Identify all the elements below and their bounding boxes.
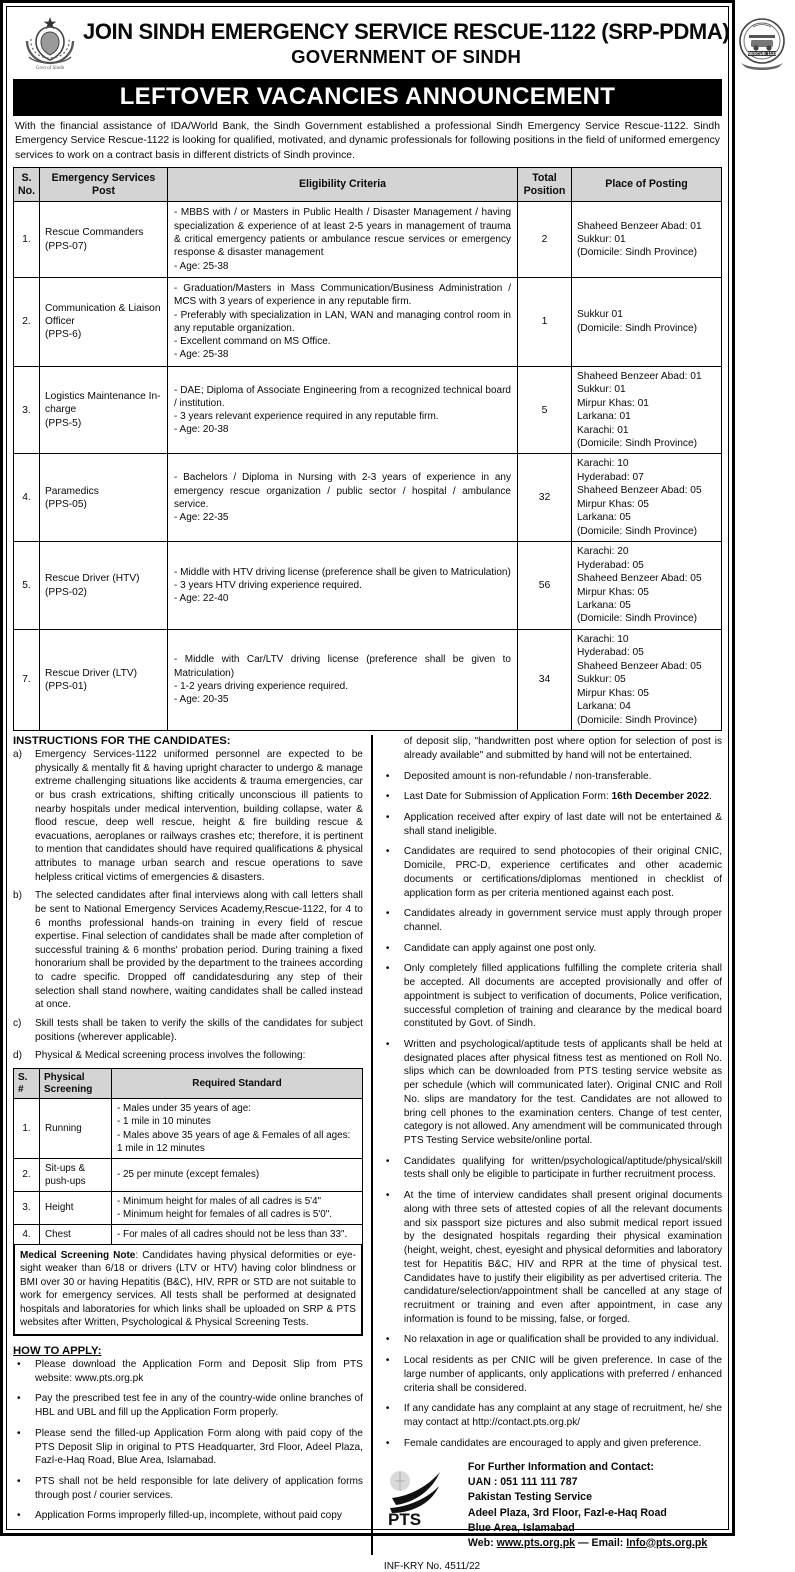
list-item <box>382 1402 722 1429</box>
bullet-icon: • <box>385 791 390 803</box>
criteria-line: - 1-2 years driving experience required. <box>174 680 348 692</box>
criteria-line: - Bachelors / Diploma in Nursing with 2-3 years of experience in any emergency rescue organization / public sector / hospital / ambulance service. <box>174 472 511 510</box>
list-item-text: Pay the prescribed test fee in any of the country-wide online branches of HBL and UBL and fill up the Application Form properly. <box>35 1393 363 1419</box>
instructions-list <box>13 748 363 1063</box>
bullet-icon: • <box>385 1190 390 1202</box>
row-place-of-posting: Karachi: 10 Hyderabad: 07 Shaheed Benzeer Abad: 05 Mirpur Khas: 05 Larkana: 05 (Domicile: Sindh Province) <box>572 454 722 542</box>
row-criteria <box>168 202 518 277</box>
criteria-line: - Graduation/Masters in Mass Communication/Business Administration / MCS with 3 years of experience in any reputable firm. <box>174 282 511 308</box>
instruction-item <box>13 889 363 1012</box>
criteria-line: - Excellent command on MS Office. <box>174 336 331 348</box>
bullet-icon: • <box>17 1393 21 1405</box>
list-item <box>13 1509 363 1523</box>
list-item <box>382 907 722 934</box>
criteria-line: - 3 years relevant experience required in any reputable firm. <box>174 411 439 423</box>
phys-col-sno: S. # <box>14 1068 40 1099</box>
bullet-icon: • <box>385 1403 390 1415</box>
bullet-icon: • <box>385 1437 390 1449</box>
bullet-icon: • <box>385 942 390 954</box>
list-item-text: If any candidate has any complaint at any stage of recruitment, he/ she may contact at http://contact.pts.org.pk/ <box>403 1403 722 1428</box>
bullet-icon: • <box>385 908 390 920</box>
list-item-text: Deposited amount is non-refundable / non-transferable. <box>403 770 652 782</box>
row-place-of-posting: Shaheed Benzeer Abad: 01 Sukkur: 01 Mirpur Khas: 01 Larkana: 01 Karachi: 01 (Domicile: Sindh Province) <box>572 366 722 454</box>
instruction-text: Physical & Medical screening process involves the following: <box>35 1050 306 1062</box>
right-column-bullet-list <box>382 770 722 1451</box>
list-item <box>382 1038 722 1148</box>
instruction-marker: c) <box>13 1017 22 1029</box>
row-criteria <box>168 629 518 730</box>
list-item-text: Candidates already in government service must apply through proper channel. <box>403 908 722 933</box>
phys-row-standard: - 25 per minute (except females) <box>112 1158 363 1191</box>
row-post: Rescue Commanders (PPS-07) <box>40 202 168 277</box>
instruction-marker: a) <box>13 749 22 761</box>
header-text-block <box>83 20 729 68</box>
row-total-positions: 5 <box>518 366 572 454</box>
document-header <box>13 11 778 75</box>
criteria-line: - Middle with Car/LTV driving license (preference shall be given to Matriculation) <box>174 654 511 679</box>
criteria-line: - DAE; Diploma of Associate Engineering from a recognized technical board / institution. <box>174 384 511 409</box>
list-item <box>382 1189 722 1326</box>
row-total-positions: 2 <box>518 202 572 277</box>
list-item-text: At the time of interview candidates shall present original documents along with three sets of attested copies of all the relevant documents and six passport size pictures and also submit medical report issued by the designated hospitals regarding their physical examination (height, weight, chest, eyesight and physical deformities and laboratory test for Hepatitis B&C, HIV and RPR at the time of physical test. Candidates have to justify their eligibility as per advertised criteria. The candidature/selection/appointment shall be cancelled at any stage of recruitment or training and even after appointment, in case any information is found to be missing, false, or forged. <box>403 1190 722 1325</box>
instruction-marker: d) <box>13 1050 22 1062</box>
criteria-line: - Age: 20-35 <box>174 694 229 706</box>
row-post: Paramedics (PPS-05) <box>40 454 168 542</box>
left-column <box>13 735 373 1555</box>
advertisement-inner-border <box>6 6 778 1572</box>
row-total-positions: 34 <box>518 629 572 730</box>
list-item <box>13 1427 363 1468</box>
last-date-value: 16th December 2022 <box>611 791 710 803</box>
instructions-title: INSTRUCTIONS FOR THE CANDIDATES: <box>13 735 231 748</box>
table-row <box>14 542 722 630</box>
criteria-line: - Age: 22-35 <box>174 512 229 524</box>
phys-row-standard: - Minimum height for males of all cadres is 5'4" - Minimum height for females of all cadres is 5'0". <box>112 1191 363 1224</box>
list-item <box>382 811 722 838</box>
phys-row-serial: 3. <box>14 1191 40 1224</box>
criteria-line: - MBBS with / or Masters in Public Health / Disaster Management / having specialization & experience of at least 2-5 years in management of trauma & critical emergency patients or ambulance rescue services or emergency response & disaster management <box>174 207 511 259</box>
criteria-line: - Preferably with specialization in LAN, WAN and managing control room in any reputable organization. <box>174 309 511 334</box>
instruction-item <box>13 1017 363 1044</box>
intro-paragraph: With the financial assistance of IDA/World Bank, the Sindh Government established a professional Sindh Emergency Service Rescue-1122. Sindh Emergency Service Rescue-1122 is looking for qualified, motivated, and dynamic professionals for following positions in the field of uniformed emergency services to work on a contract basis in different districts of Sindh province. <box>15 121 720 161</box>
row-total-positions: 1 <box>518 277 572 366</box>
table-row <box>14 366 722 454</box>
row-serial: 4. <box>14 454 40 542</box>
phys-row-screening: Height <box>40 1191 112 1224</box>
bullet-icon: • <box>385 770 390 782</box>
table-row <box>14 454 722 542</box>
row-place-of-posting: Karachi: 10 Hyderabad: 05 Shaheed Benzeer Abad: 05 Sukkur: 05 Mirpur Khas: 05 Larkana: 04 (Domicile: Sindh Province) <box>572 629 722 730</box>
phys-row-screening: Chest <box>40 1224 112 1244</box>
list-item <box>382 962 722 1031</box>
svg-text:Govt of Sindh: Govt of Sindh <box>35 66 65 71</box>
table-row <box>14 1224 363 1244</box>
contact-heading: For Further Information and Contact: <box>467 1461 654 1474</box>
row-post: Rescue Driver (LTV) (PPS-01) <box>40 629 168 730</box>
instruction-text: Skill tests shall be taken to verify the skills of the candidates for subject positions (wherever applicable). <box>35 1017 363 1043</box>
row-place-of-posting: Shaheed Benzeer Abad: 01 Sukkur: 01 (Domicile: Sindh Province) <box>572 202 722 277</box>
physical-screening-table <box>13 1068 363 1245</box>
contact-org: Pakistan Testing Service <box>467 1491 592 1504</box>
physical-table-body <box>14 1099 363 1245</box>
bullet-icon: • <box>17 1427 21 1439</box>
rescue-1122-seal-icon <box>729 13 795 75</box>
instruction-text: Emergency Services-1122 uniformed personnel are expected to be physically & mentally fit & having upright character to undergo & manage extreme challenging situations like accidents & trauma emergencies, car or bus crash extrications, shifting critically unconscious ill patients to nearby hospitals under medical intervention, building collapse, water & flood rescue, deep well rescue, height & fire building rescue & evacuations, aeroplanes or railways crashes etc; therefore, it is pertinent to mention that candidates should have required qualifications & physical attributes to manage urban search and rescue operations to save helpless critical victims of emergencies & disasters. <box>35 749 363 883</box>
phys-col-screening: Physical Screening <box>40 1068 112 1099</box>
list-item <box>382 1354 722 1395</box>
row-serial: 3. <box>14 366 40 454</box>
bullet-icon: • <box>385 846 390 858</box>
list-item-text: Female candidates are encouraged to apply and given preference. <box>403 1437 702 1449</box>
contact-address-line1: Adeel Plaza, 3rd Floor, Fazl-e-Haq Road <box>467 1506 667 1519</box>
row-criteria <box>168 542 518 630</box>
list-item <box>382 1333 722 1347</box>
announcement-banner: LEFTOVER VACANCIES ANNOUNCEMENT <box>13 79 722 116</box>
row-place-of-posting: Karachi: 20 Hyderabad: 05 Shaheed Benzeer Abad: 05 Mirpur Khas: 05 Larkana: 05 (Domicile: Sindh Province) <box>572 542 722 630</box>
list-item-text: PTS shall not be held responsible for late delivery of application forms through post / courier services. <box>35 1476 363 1501</box>
list-item <box>382 942 722 956</box>
phys-row-serial: 4. <box>14 1224 40 1244</box>
col-total: Total Position <box>518 168 572 202</box>
criteria-line: - Age: 22-40 <box>174 593 229 605</box>
table-row <box>14 629 722 730</box>
list-item-text: Candidates are required to send photocopies of their original CNIC, Domicile, PRC-D, experience certificates and other academic documents or certifications/diplomas mentioned in checklist of application form as per criteria mentioned against each post. <box>403 846 722 899</box>
list-item <box>382 790 722 804</box>
col-sno: S. No. <box>14 168 40 202</box>
footer-reference: INF-KRY No. 4511/22 <box>383 1560 481 1572</box>
row-total-positions: 56 <box>518 542 572 630</box>
pts-logo-text: PTS <box>387 1510 421 1530</box>
bullet-icon: • <box>385 1355 390 1367</box>
vacancy-table-header-row <box>14 168 722 202</box>
instruction-text: The selected candidates after final interviews along with call letters shall be sent to National Emergency Services Academy,Rescue-1122, for 4 to 6 months professional hands-on training in every field of rescue expertise. Final selection of candidates shall be made after completion of successful training & 6 months' probation period. During training a fixed honorarium shall be provided by the department to the trainees according to cadre specific. Dropped off candidatesduring any step of their selection shall stand nowhere, waiting candidates shall be called instead at once. <box>35 890 363 1011</box>
page-title: JOIN SINDH EMERGENCY SERVICE RESCUE-1122 (SRP-PDMA) <box>83 19 730 45</box>
medical-note-label: Medical Screening Note <box>20 1249 136 1261</box>
bullet-icon: • <box>17 1510 21 1522</box>
pts-logo-icon <box>382 1460 456 1531</box>
list-item-text: Please send the filled-up Application Form along with paid copy of the PTS Deposit Slip in original to PTS Headquarter, 3rd Floor, Adeel Plaza, Fazl-e-Haq Road, Blue Area, Islamabad. <box>35 1427 363 1467</box>
email-label: Email: <box>591 1536 624 1549</box>
phys-col-standard: Required Standard <box>112 1068 363 1099</box>
row-total-positions: 32 <box>518 454 572 542</box>
phys-row-serial: 1. <box>14 1099 40 1158</box>
col-criteria: Eligibility Criteria <box>168 168 518 202</box>
bullet-icon: • <box>385 963 390 975</box>
row-criteria <box>168 454 518 542</box>
row-serial: 7. <box>14 629 40 730</box>
phys-row-standard: - Males under 35 years of age: - 1 mile in 10 minutes - Males above 35 years of age & Females of all ages: 1 mile in 12 minutes <box>112 1099 363 1158</box>
page-subtitle: GOVERNMENT OF SINDH <box>291 45 522 67</box>
list-item <box>382 1437 722 1451</box>
list-item-text: Written and psychological/aptitude tests of applicants shall be held at designated places after physical fitness test as mentioned on Roll No. slips which can be downloaded from PTS testing service website as per schedule (which will communicated later). Original CNIC and Roll No. slips are mandatory for the test. Candidates are not allowed to bring cell phones to the examination centers. Change of test center, category is not allowed. Any amendment will be communicated through PTS Testing Service website/online portal. <box>403 1039 722 1147</box>
list-item-text: Candidate can apply against one post only. <box>403 942 597 954</box>
list-item-text: Candidates qualifying for written/psychological/aptitude/physical/skill tests shall only be eligible to participate in further recruitment process. <box>403 1155 722 1181</box>
criteria-line: - Age: 25-38 <box>174 260 229 272</box>
bullet-icon: • <box>385 1155 390 1167</box>
instruction-item <box>13 748 363 884</box>
col-post: Emergency Services Post <box>40 168 168 202</box>
bullet-icon: • <box>385 1334 390 1346</box>
how-to-apply-list <box>13 1358 363 1523</box>
contact-web-email-line <box>468 1536 707 1551</box>
list-item-text: Local residents as per CNIC will be given preference. In case of the large number of applicants, only applications with preferred / enhanced criteria shall be considered. <box>403 1355 722 1394</box>
bullet-icon: • <box>385 811 390 823</box>
table-row <box>14 1158 363 1191</box>
criteria-line: - 3 years HTV driving experience required. <box>174 579 362 591</box>
list-item <box>382 845 722 900</box>
bullet-icon: • <box>385 1039 390 1051</box>
phys-row-standard: - For males of all cadres should not be less than 33". <box>112 1224 363 1244</box>
instruction-marker: b) <box>13 890 22 902</box>
bullet-icon: • <box>17 1476 21 1488</box>
medical-note-text: : Candidates having physical deformities or eye-sight weaker than 6/18 or drivers (LTV or HTV) having color blindness or BMI over 30 or having Hepatitis (B&C), HIV, RPR or STD are not suitable to work for emergency services. All tests shall be performed at designated hospitals and laboratories for which links shall be uploaded on SRP & PTS websites after Written, Psychological & Physical Screening Tests. <box>20 1249 356 1329</box>
row-post: Logistics Maintenance In-charge (PPS-5) <box>40 366 168 454</box>
list-item-text: Last Date for Submission of Application Form: 16th December 2022. <box>403 791 712 803</box>
row-criteria <box>168 277 518 366</box>
list-item-text: No relaxation in age or qualification shall be provided to any individual. <box>403 1334 719 1346</box>
continuation-paragraph: of deposit slip, "handwritten post where option for selection of post is already available" and submitted by hand will not be entertained. <box>403 736 722 761</box>
list-item-text: Application Forms improperly filled-up, incomplete, without paid copy <box>35 1510 342 1522</box>
contact-details <box>456 1460 707 1550</box>
vacancy-table <box>13 167 722 731</box>
medical-screening-note <box>13 1245 363 1336</box>
criteria-line: - Age: 20-38 <box>174 424 229 436</box>
list-item <box>382 770 722 784</box>
list-item-text: Application received after expiry of last date will not be entertained & shall stand ineligible. <box>403 811 722 837</box>
phys-row-screening: Sit-ups & push-ups <box>40 1158 112 1191</box>
contact-address-line2: Blue Area, Islamabad <box>467 1521 575 1534</box>
email-link[interactable]: Info@pts.org.pk <box>626 1536 708 1549</box>
list-item-text: Only completely filled applications fulfilling the complete criteria shall be accepted. All documents are accepted provisionally and offer of appointment is subject to verification of documents, Police verification, successful completion of training and clearance by the medical board constituted by Govt. of Sindh. <box>403 963 722 1030</box>
table-row <box>14 202 722 277</box>
web-link[interactable]: www.pts.org.pk <box>496 1536 576 1549</box>
vacancy-table-body <box>14 202 722 731</box>
list-item-text: Please download the Application Form and Deposit Slip from PTS website: www.pts.org.pk <box>35 1358 363 1384</box>
table-row <box>14 277 722 366</box>
sindh-government-emblem-icon <box>17 13 83 75</box>
contact-block <box>382 1460 722 1550</box>
how-to-apply-title: HOW TO APPLY: <box>13 1344 102 1357</box>
bottom-two-columns <box>13 735 722 1572</box>
physical-table-header-row <box>14 1068 363 1099</box>
list-item <box>382 1155 722 1182</box>
list-item <box>13 1358 363 1385</box>
instruction-item <box>13 1049 363 1063</box>
phys-row-serial: 2. <box>14 1158 40 1191</box>
row-serial: 2. <box>14 277 40 366</box>
row-criteria <box>168 366 518 454</box>
criteria-line: - Middle with HTV driving license (preference shall be given to Matriculation) <box>174 566 511 578</box>
svg-text:RESCUE 1122: RESCUE 1122 <box>747 51 778 57</box>
web-label: Web: <box>467 1536 494 1549</box>
list-item <box>13 1475 363 1502</box>
row-serial: 5. <box>14 542 40 630</box>
row-post: Rescue Driver (HTV) (PPS-02) <box>40 542 168 630</box>
bullet-icon: • <box>17 1358 21 1370</box>
criteria-line: - Age: 25-38 <box>174 349 229 361</box>
phys-row-screening: Running <box>40 1099 112 1158</box>
contact-uan: UAN : 051 111 111 787 <box>467 1476 578 1489</box>
contact-separator: — <box>575 1536 592 1549</box>
row-post: Communication & Liaison Officer (PPS-6) <box>40 277 168 366</box>
list-item <box>13 1392 363 1419</box>
table-row <box>14 1099 363 1158</box>
table-row <box>14 1191 363 1224</box>
row-place-of-posting: Sukkur 01 (Domicile: Sindh Province) <box>572 277 722 366</box>
col-place: Place of Posting <box>572 168 722 202</box>
row-serial: 1. <box>14 202 40 277</box>
right-column <box>373 735 722 1572</box>
